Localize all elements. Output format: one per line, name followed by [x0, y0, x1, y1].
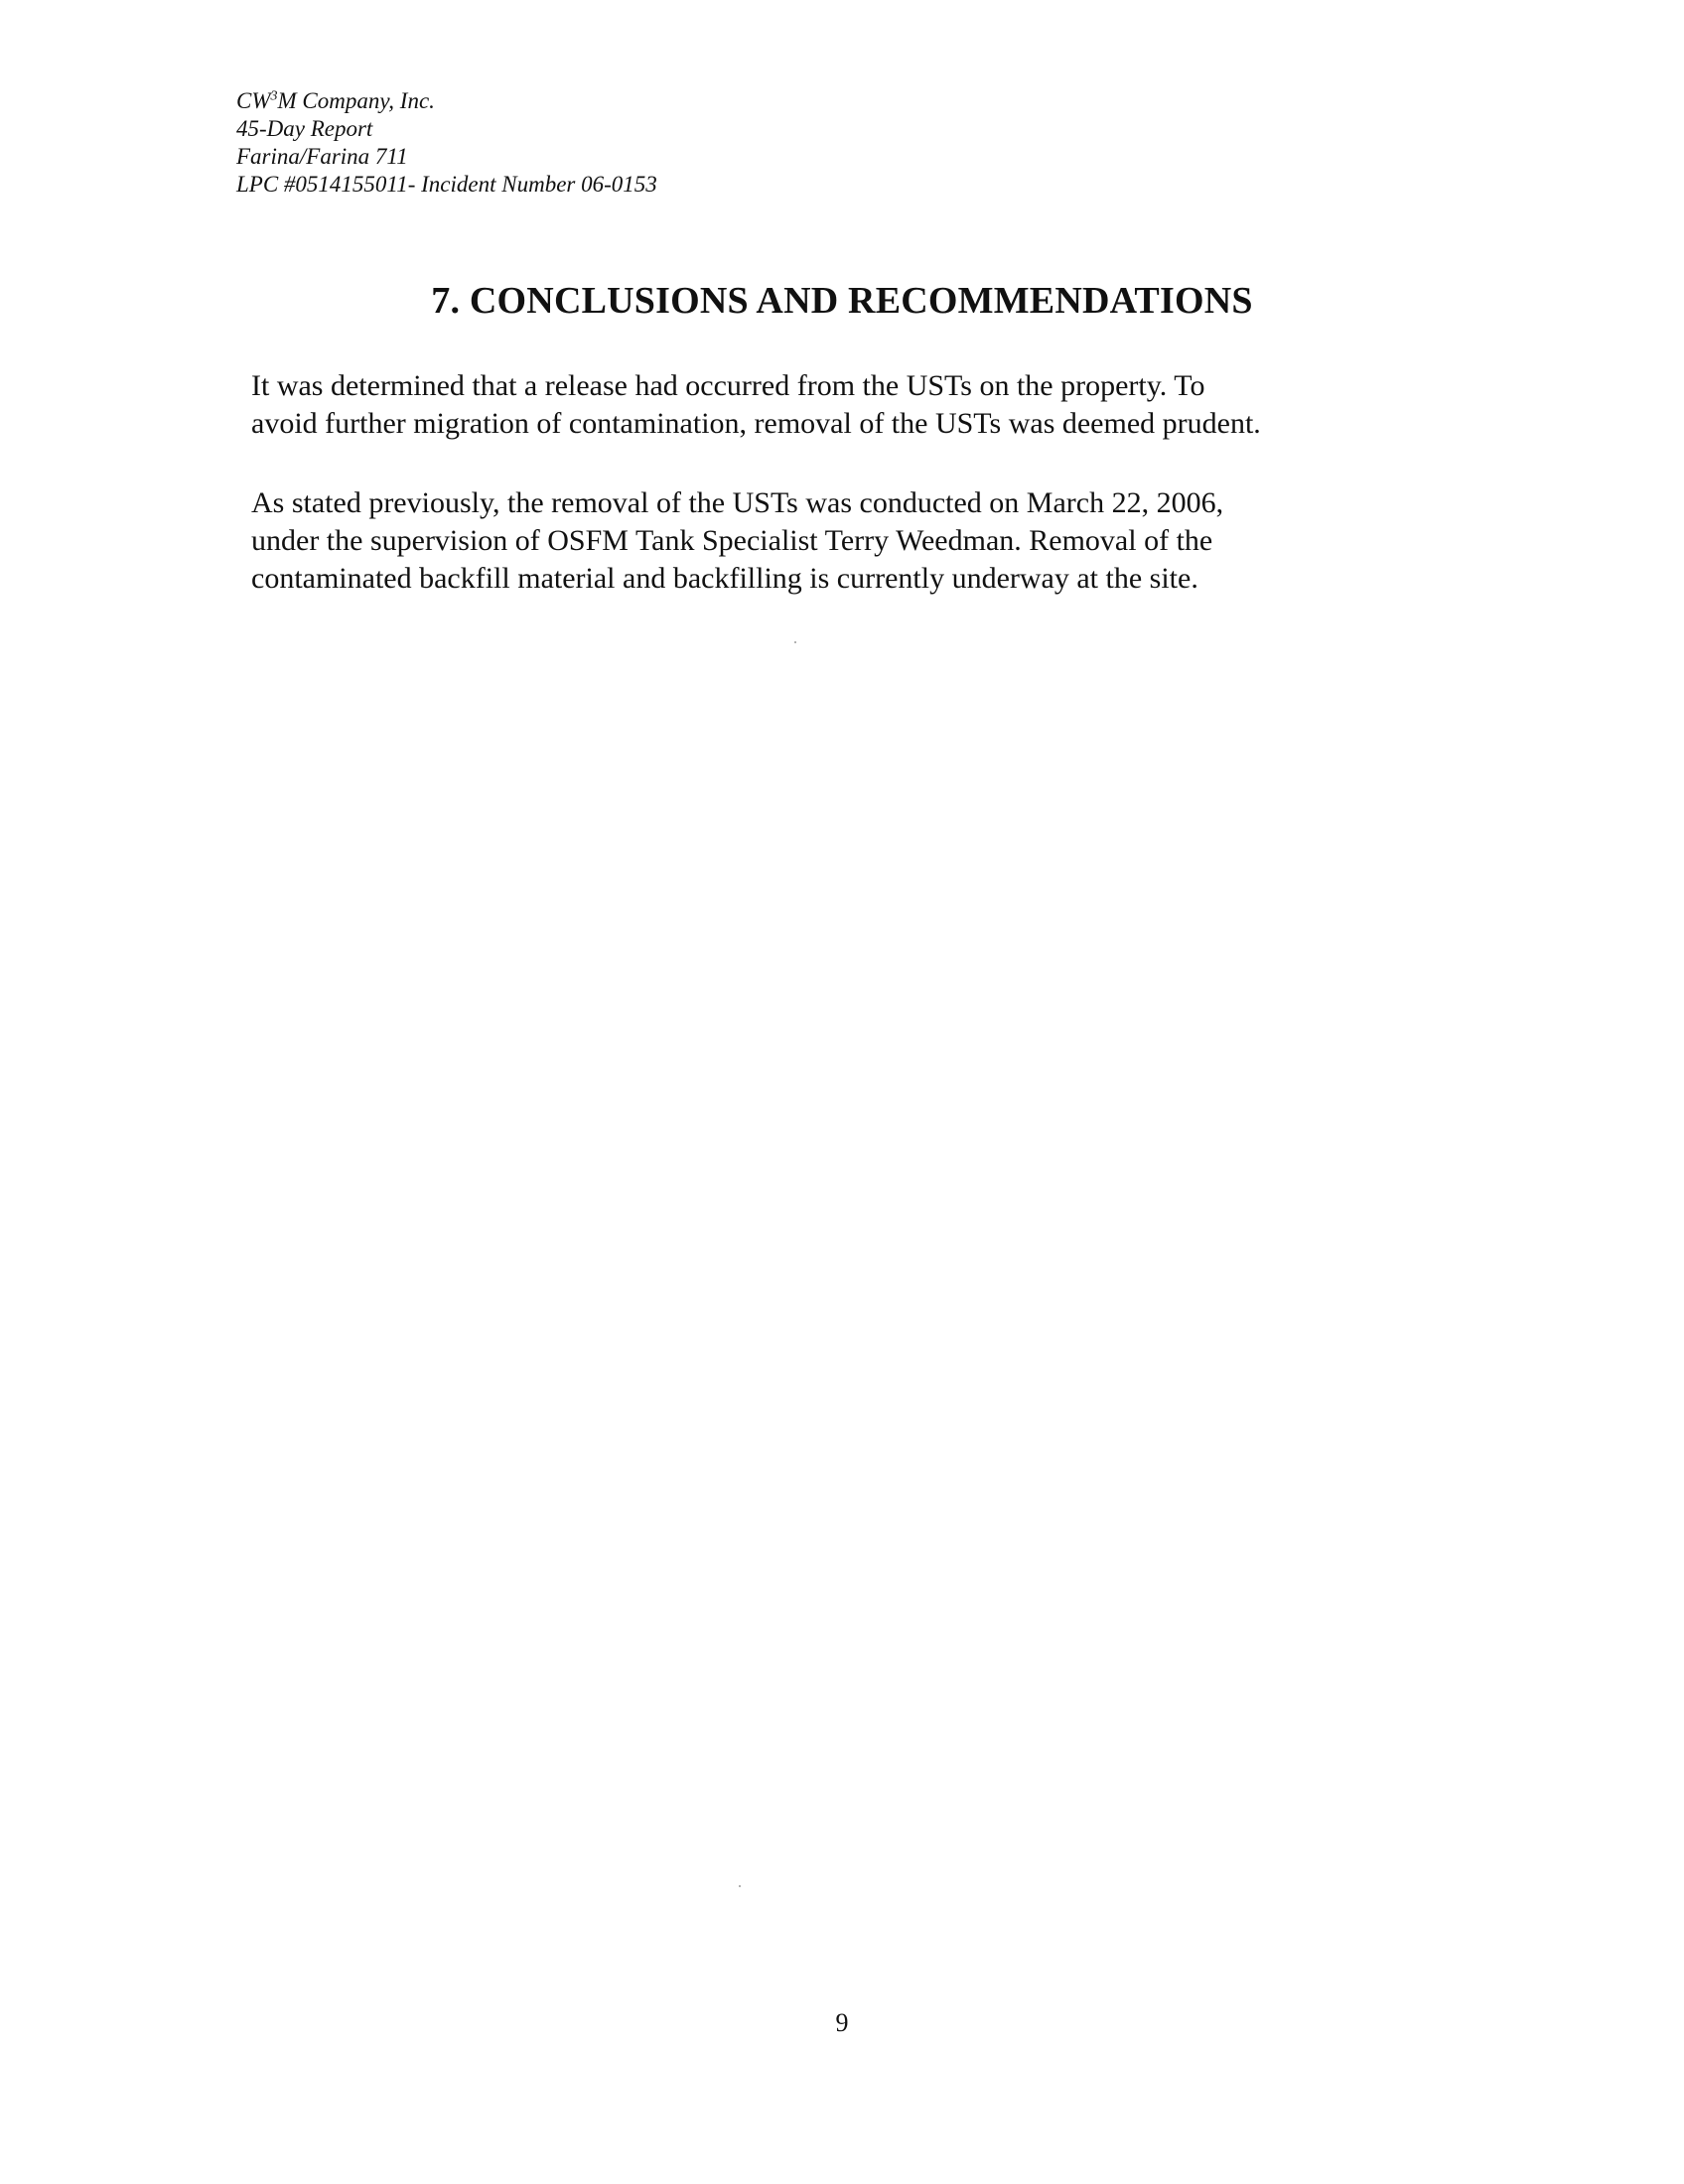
paragraph-line: contaminated backfill material and backfilling is currently underway at the site.: [251, 562, 1198, 595]
header-company: $CW^3M$ Company, Inc.: [236, 88, 435, 113]
paragraph-release-determination: [251, 367, 1443, 443]
paragraph-line: under the supervision of OSFM Tank Specialist Terry Weedman. Removal of the: [251, 524, 1213, 557]
header-company-superscript: 3: [270, 88, 278, 104]
header-report: 45-Day Report: [236, 116, 373, 141]
page-number: 9: [835, 2008, 849, 2037]
paragraph-line: avoid further migration of contamination, removal of the USTs was deemed prudent.: [251, 407, 1261, 440]
paragraph-line: It was determined that a release had occurred from the USTs on the property. To: [251, 369, 1205, 402]
scan-speck: [739, 1885, 741, 1887]
running-header: [236, 87, 657, 199]
section-title: 7. CONCLUSIONS AND RECOMMENDATIONS: [431, 280, 1253, 322]
header-site: Farina/Farina 711: [236, 144, 408, 169]
paragraph-line: As stated previously, the removal of the USTs was conducted on March 22, 2006,: [251, 486, 1224, 519]
paragraph-ust-removal: [251, 484, 1443, 598]
scan-speck: [794, 641, 796, 643]
header-lpc-incident: LPC #0514155011- Incident Number 06-0153: [236, 172, 657, 197]
